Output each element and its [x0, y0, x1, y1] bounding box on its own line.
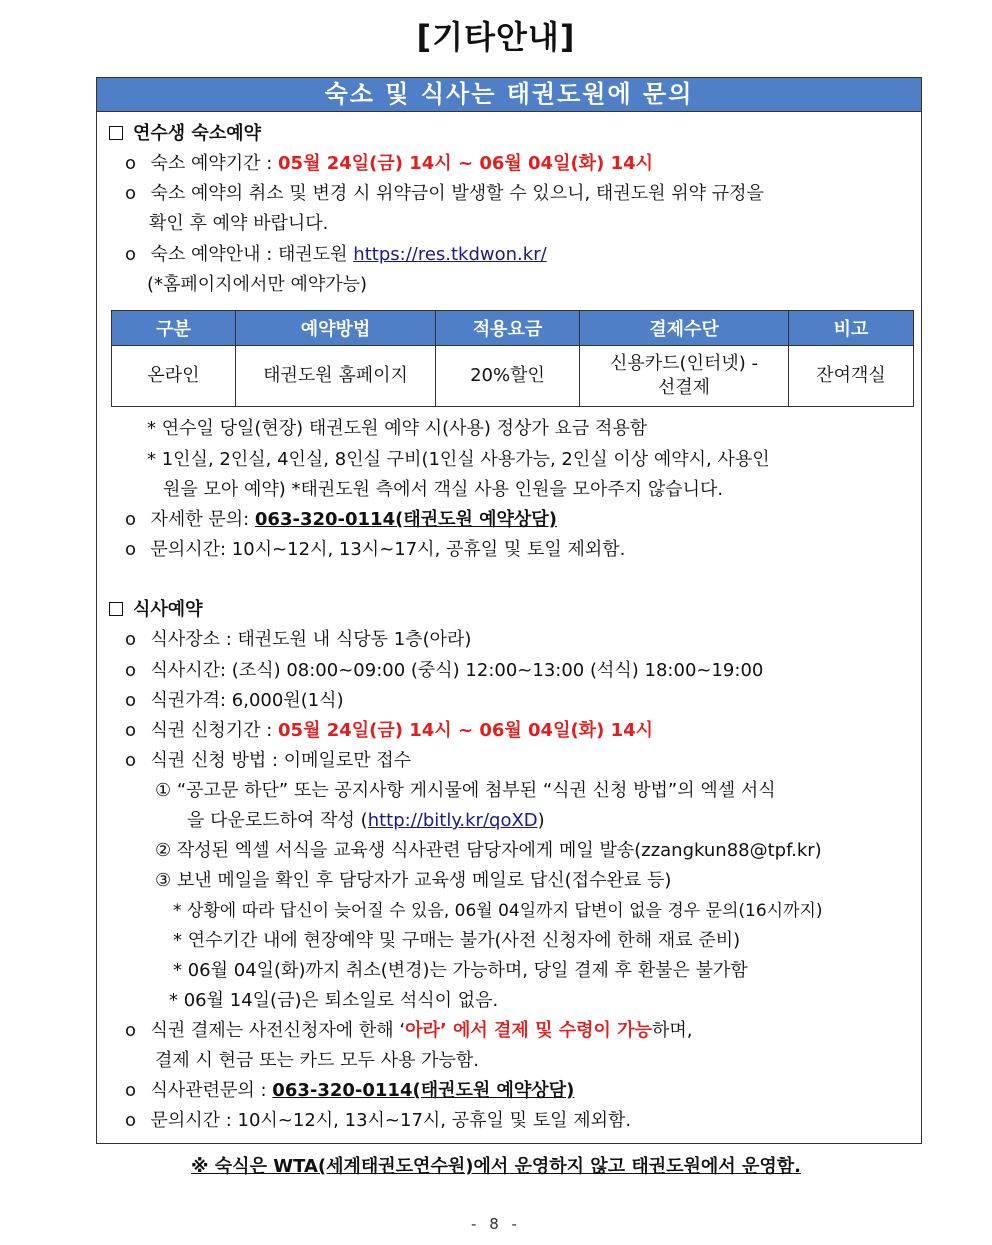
bullet-icon: ο	[125, 750, 137, 771]
lodging-cancel-1: ο 숙소 예약의 취소 및 변경 시 위약금이 발생할 수 있으니, 태권도원 위약 규정을	[125, 183, 764, 204]
reservation-table	[111, 310, 914, 407]
page-title: [기타안내]	[416, 18, 576, 56]
meal-price: ο 식권가격: 6,000원(1식)	[125, 690, 344, 711]
bullet-icon: ο	[125, 244, 137, 265]
table-header: 결제수단	[580, 311, 789, 346]
bullet-icon: ο	[125, 539, 137, 560]
bullet-icon: ο	[125, 183, 137, 204]
banner: 숙소 및 식사는 태권도원에 문의	[97, 78, 921, 112]
table-cell: 잔여객실	[789, 346, 914, 407]
bullet-icon: ο	[125, 720, 137, 741]
table-row	[112, 346, 914, 407]
meal-period: ο 식권 신청기간 : 05월 24일(금) 14시 ~ 06월 04일(화) 14시	[125, 720, 653, 741]
table-header: 구분	[112, 311, 236, 346]
lodging-hours: ο 문의시간: 10시~12시, 13시~17시, 공휴일 및 토일 제외함.	[125, 539, 626, 560]
table-header: 적용요금	[436, 311, 580, 346]
lodging-guide: ο 숙소 예약안내 : 태권도원 https://res.tkdwon.kr/	[125, 244, 547, 265]
form-download-link[interactable]: http://bitly.kr/qoXD	[367, 810, 538, 831]
table-cell: 태권도원 홈페이지	[236, 346, 436, 407]
lodging-note-2a: * 1인실, 2인실, 4인실, 8인실 구비(1인실 사용가능, 2인실 이상 예약시, 사용인	[147, 449, 770, 470]
meal-step-2: ② 작성된 엑셀 서식을 교육생 식사관련 담당자에게 메일 발송(zzangkun88@tpf.kr)	[155, 840, 822, 861]
meal-step-1a: ① “공고문 하단” 또는 공지사항 게시물에 첨부된 “식권 신청 방법”의 엑셀 서식	[155, 780, 776, 801]
meal-sub-3: * 06월 04일(화)까지 취소(변경)는 가능하며, 당일 결제 후 환불은 불가함	[173, 960, 748, 981]
meal-sub-1: * 상황에 따라 답신이 늦어질 수 있음, 06월 04일까지 답변이 없을 경우 문의(16시까지)	[173, 901, 823, 921]
meal-time: ο 식사시간: (조식) 08:00~09:00 (중식) 12:00~13:00 (석식) 18:00~19:00	[125, 660, 764, 681]
lodging-period: ο 숙소 예약기간 : 05월 24일(금) 14시 ~ 06월 04일(화) 14시	[125, 153, 653, 174]
bullet-icon: ο	[125, 1020, 137, 1041]
meal-sub-4: * 06월 14일(금)은 퇴소일로 석식이 없음.	[169, 990, 499, 1011]
meal-payment: ο 식권 결제는 사전신청자에 한해 ‘아라’ 에서 결제 및 수령이 가능하며,	[125, 1020, 693, 1041]
page-number: - 8 -	[471, 1215, 521, 1233]
meal-hours: ο 문의시간 : 10시~12시, 13시~17시, 공휴일 및 토일 제외함.	[125, 1110, 632, 1131]
lodging-note-1: * 연수일 당일(현장) 태권도원 예약 시(사용) 정상가 요금 적용함	[147, 418, 648, 439]
bullet-icon: ο	[125, 660, 137, 681]
info-box	[96, 77, 922, 1144]
footnote: ※ 숙식은 WTA(세계태권도연수원)에서 운영하지 않고 태권도원에서 운영함.	[191, 1156, 801, 1177]
table-header-row	[112, 311, 914, 346]
lodging-note-2b: 원을 모아 예약) *태권도원 측에서 객실 사용 인원을 모아주지 않습니다.	[163, 479, 724, 500]
table-cell: 신용카드(인터넷) - 선결제	[580, 346, 789, 407]
meal-payment-2: 결제 시 현금 또는 카드 모두 사용 가능함.	[155, 1050, 479, 1071]
bullet-icon: ο	[125, 690, 137, 711]
bullet-icon: ο	[125, 1080, 137, 1101]
lodging-contact: ο 자세한 문의: 063-320-0114(태권도원 예약상담)	[125, 509, 557, 530]
reservation-link[interactable]: https://res.tkdwon.kr/	[353, 244, 547, 265]
bullet-icon: ο	[125, 153, 137, 174]
bullet-icon: ο	[125, 509, 137, 530]
checkbox-square-icon	[109, 126, 123, 140]
meal-step-1b: 을 다운로드하여 작성 (http://bitly.kr/qoXD)	[187, 810, 545, 831]
meal-contact: ο 식사관련문의 : 063-320-0114(태권도원 예약상담)	[125, 1080, 575, 1101]
meal-step-3: ③ 보낸 메일을 확인 후 담당자가 교육생 메일로 답신(접수완료 등)	[155, 870, 672, 891]
lodging-heading: 연수생 숙소예약	[109, 123, 261, 145]
bullet-icon: ο	[125, 1110, 137, 1131]
bullet-icon: ο	[125, 629, 137, 650]
lodging-cancel-2: 확인 후 예약 바랍니다.	[149, 213, 329, 234]
table-header: 비고	[789, 311, 914, 346]
table-header: 예약방법	[236, 311, 436, 346]
lodging-guide-note: (*홈페이지에서만 예약가능)	[147, 274, 368, 295]
meal-heading: 식사예약	[109, 599, 203, 621]
table-cell: 온라인	[112, 346, 236, 407]
meal-sub-2: * 연수기간 내에 현장예약 및 구매는 불가(사전 신청자에 한해 재료 준비)	[173, 930, 741, 951]
checkbox-square-icon	[109, 602, 123, 616]
meal-place: ο 식사장소 : 태권도원 내 식당동 1층(아라)	[125, 629, 472, 650]
meal-method: ο 식권 신청 방법 : 이메일로만 접수	[125, 750, 412, 771]
table-cell: 20%할인	[436, 346, 580, 407]
